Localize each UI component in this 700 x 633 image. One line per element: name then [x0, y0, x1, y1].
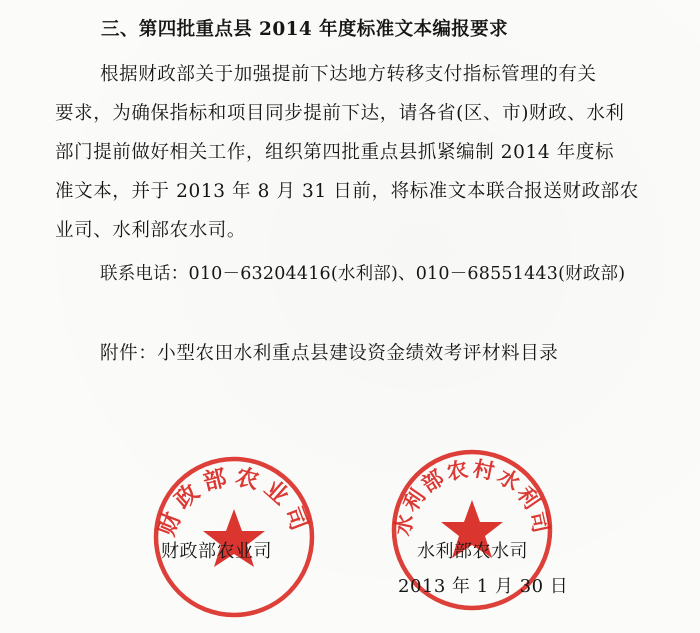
- paragraph-line-4: 准文本，并于 2013 年 8 月 31 日前，将标准文本联合报送财政部农: [55, 181, 639, 202]
- contact-phone: 联系电话：010－63204416(水利部)、010－68551443(财政部): [100, 264, 626, 284]
- paragraph-line-5: 业司、水利部农水司。: [55, 220, 247, 241]
- paragraph-line-3: 部门提前做好相关工作，组织第四批重点县抓紧编制 2014 年度标: [55, 142, 615, 163]
- paragraph-line-1: 根据财政部关于加强提前下达地方转移支付指标管理的有关: [100, 64, 597, 85]
- signature-water-dept: 水利部农水司: [417, 541, 528, 562]
- section-heading: 三、第四批重点县 2014 年度标准文本编报要求: [101, 19, 508, 40]
- finance-ministry-seal: [152, 455, 316, 619]
- attachment-line: 附件：小型农田水利重点县建设资金绩效考评材料目录: [100, 343, 559, 364]
- seal-right-text: 水利部农村水利司: [390, 456, 554, 538]
- signature-finance-dept: 财政部农业司: [161, 541, 272, 562]
- seal-left-text: 财政部农业司: [154, 463, 314, 540]
- seal-left-svg: [152, 455, 316, 619]
- document-date: 2013 年 1 月 30 日: [398, 576, 569, 597]
- paragraph-line-2: 要求，为确保指标和项目同步提前下达，请各省(区、市)财政、水利: [55, 103, 625, 124]
